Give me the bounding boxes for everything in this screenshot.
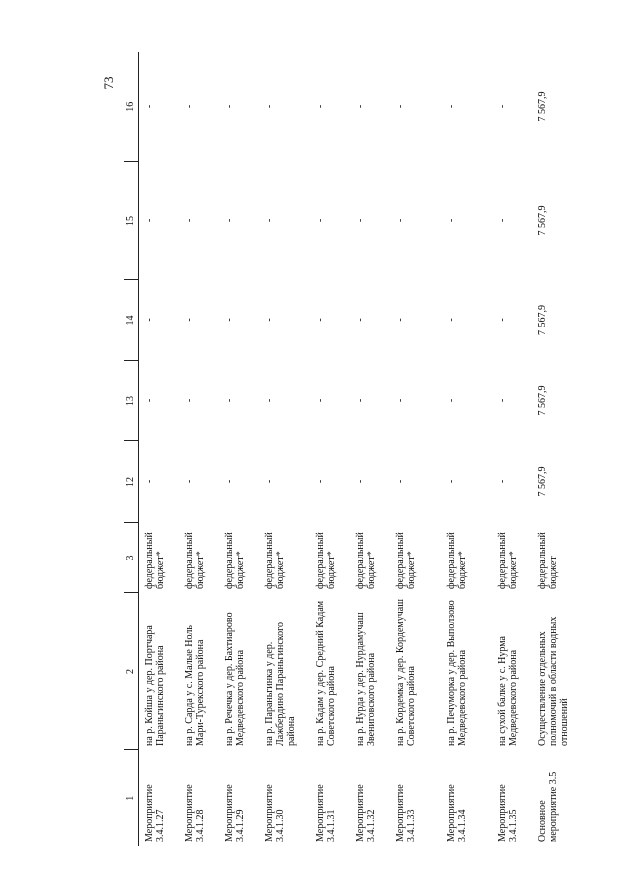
value-cell-15: - [315,218,326,223]
funding-source-cell: федеральный бюджет* [497,532,520,589]
value-cell-15: - [144,218,155,223]
value-cell-12: - [184,479,195,484]
value-cell-13: - [355,398,366,403]
table-row [179,52,219,846]
table-row [441,52,492,846]
column-header: 15 [124,162,139,280]
value-cell-13: - [395,398,406,403]
value-cell-14: - [446,318,457,322]
value-cell-16: 7 567,9 [537,91,548,122]
description-cell: на р. Нурда у дер. Нурдамучаш Звениговского района [355,612,378,746]
value-cell-14: 7 567,9 [537,305,548,335]
value-cell-14: - [144,318,155,322]
table-row [310,52,350,846]
table-row [492,52,532,846]
event-cell: Мероприятие 3.4.1.34 [446,784,469,842]
table-row [259,52,310,846]
event-cell: Мероприятие 3.4.1.27 [144,784,167,842]
funding-source-cell: федеральный бюджет* [224,532,247,589]
value-cell-12: - [497,479,508,484]
event-cell: Мероприятие 3.4.1.28 [184,784,207,842]
value-cell-13: 7 567,9 [537,385,548,416]
event-cell: Мероприятие 3.4.1.30 [264,784,287,842]
value-cell-12: - [395,479,406,484]
budget-table-rotated [124,52,571,846]
value-cell-15: 7 567,9 [537,205,548,236]
description-cell: на сухой балке у с. Нурма Медведевского района [497,636,520,746]
page-number: 73 [101,76,116,90]
value-cell-13: - [315,398,326,403]
value-cell-16: - [224,104,235,109]
event-cell: Мероприятие 3.4.1.31 [315,784,338,842]
value-cell-12: - [446,479,457,484]
value-cell-12: - [355,479,366,484]
value-cell-14: - [355,318,366,322]
value-cell-16: - [446,104,457,109]
column-header: 12 [124,441,139,523]
funding-source-cell: федеральный бюджет* [264,532,287,589]
value-cell-15: - [446,218,457,223]
value-cell-16: - [497,104,508,109]
description-cell: на р. Речечка у дер. Бахтиарово Медведевского района [224,612,247,746]
value-cell-13: - [224,398,235,403]
value-cell-14: - [184,318,195,322]
funding-source-cell: федеральный бюджет* [446,532,469,589]
funding-source-cell: федеральный бюджет* [395,532,418,589]
description-cell: на р. Кадам у дер. Средний Кадам Советского района [315,600,338,746]
description-cell: на р. Кордемка у дер. Кордемучаш Советского района [395,599,418,746]
funding-source-cell: федеральный бюджет* [144,532,167,589]
funding-source-cell: федеральный бюджет* [355,532,378,589]
description-cell: Осуществление отдельных полномочий в области водных отношений [537,616,571,746]
value-cell-14: - [224,318,235,322]
value-cell-14: - [315,318,326,322]
column-header: 3 [124,523,139,593]
value-cell-12: - [264,479,275,484]
value-cell-15: - [264,218,275,223]
event-cell: Мероприятие 3.4.1.32 [355,784,378,842]
funding-source-cell: федеральный бюджет* [184,532,207,589]
description-cell: на р. Печуморка у дер. Выползово Медведевского района [446,600,469,746]
value-cell-13: - [184,398,195,403]
event-cell: Мероприятие 3.4.1.35 [497,784,520,842]
column-header: 1 [124,750,139,846]
value-cell-14: - [395,318,406,322]
value-cell-15: - [497,218,508,223]
value-cell-16: - [395,104,406,109]
table-row [139,52,180,846]
value-cell-15: - [395,218,406,223]
value-cell-13: - [446,398,457,403]
value-cell-16: - [315,104,326,109]
description-cell: на р. Параньгинка у дер. Лажбердино Параньгинского района [264,621,298,746]
description-cell: на р. Койша у дер. Портчара Параньгинского района [144,625,167,746]
value-cell-14: - [264,318,275,322]
value-cell-15: - [184,218,195,223]
description-cell: на р. Сарда у с. Малые Ноль Мари-Турекского района [184,625,207,746]
table-row [390,52,441,846]
value-cell-15: - [224,218,235,223]
funding-source-cell: федеральный бюджет [537,532,560,589]
column-header: 2 [124,593,139,750]
value-cell-14: - [497,318,508,322]
value-cell-16: - [184,104,195,109]
value-cell-16: - [144,104,155,109]
value-cell-16: - [264,104,275,109]
value-cell-12: - [315,479,326,484]
table-header-row [124,52,139,846]
event-cell: Мероприятие 3.4.1.33 [395,784,418,842]
event-cell: Мероприятие 3.4.1.29 [224,784,247,842]
table-row [219,52,259,846]
value-cell-16: - [355,104,366,109]
column-header: 13 [124,361,139,441]
table-row [532,52,583,846]
value-cell-13: - [144,398,155,403]
value-cell-15: - [355,218,366,223]
column-header: 16 [124,52,139,162]
funding-source-cell: федеральный бюджет* [315,532,338,589]
column-header: 14 [124,280,139,361]
value-cell-12: 7 567,9 [537,466,548,497]
budget-table [124,52,583,846]
value-cell-12: - [224,479,235,484]
event-cell: Основное мероприятие 3.5 [537,771,560,842]
value-cell-13: - [264,398,275,403]
table-row [350,52,390,846]
value-cell-12: - [144,479,155,484]
value-cell-13: - [497,398,508,403]
